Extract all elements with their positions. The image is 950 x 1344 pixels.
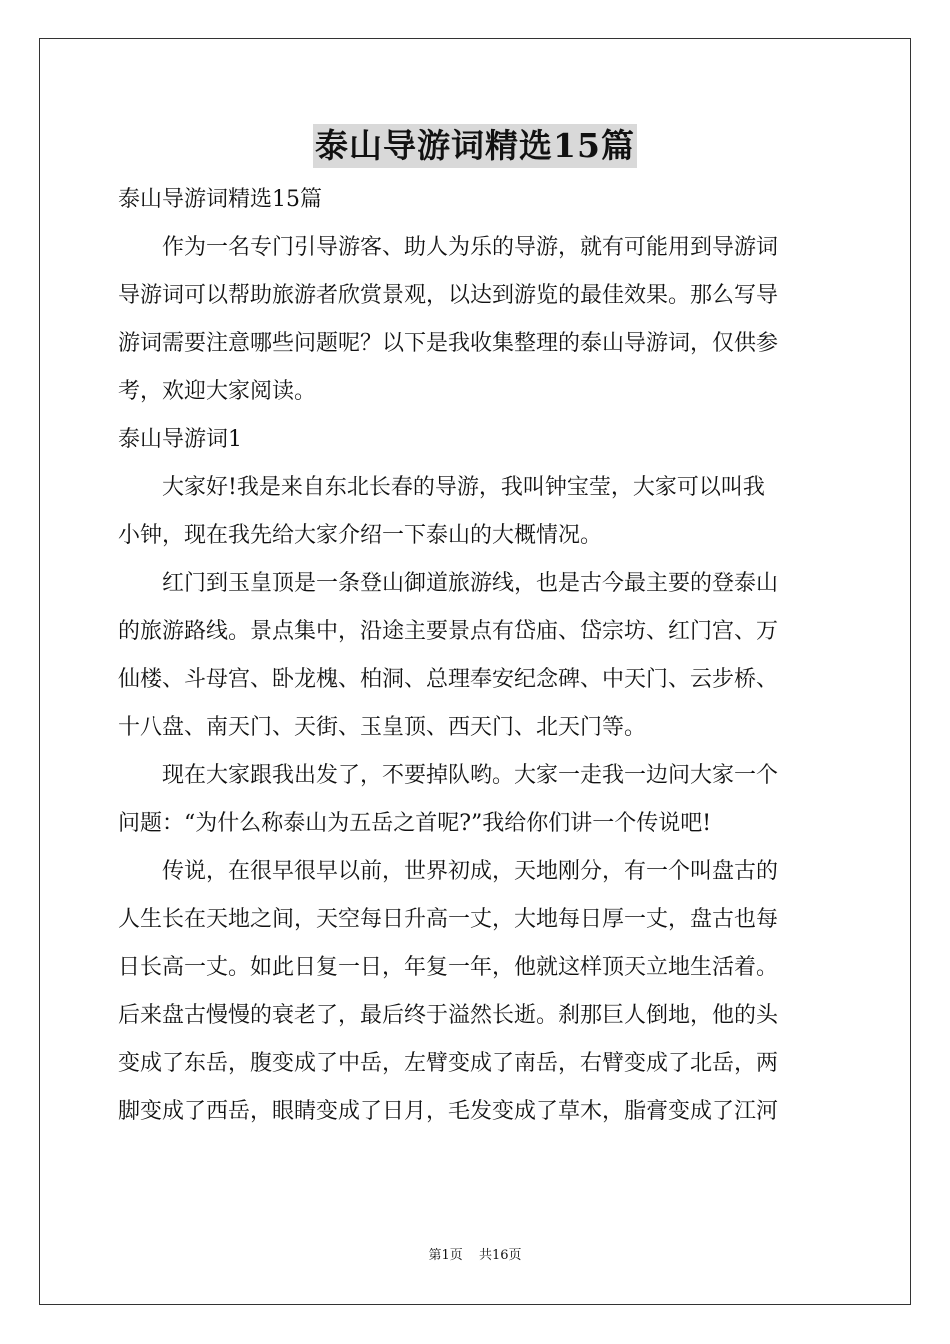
text-line: 日长高一丈。如此日复一日，年复一年，他就这样顶天立地生活着。 xyxy=(118,955,779,980)
paragraph xyxy=(118,752,836,848)
intro-paragraph xyxy=(118,224,836,416)
text-line: 问题：“为什么称泰山为五岳之首呢?”我给你们讲一个传说吧! xyxy=(118,811,712,836)
title-container xyxy=(0,124,950,168)
page-total: 共16页 xyxy=(478,1248,522,1263)
text-line: 游词需要注意哪些问题呢？以下是我收集整理的泰山导游词，仅供参 xyxy=(118,331,779,356)
text-line: 脚变成了西岳，眼睛变成了日月，毛发变成了草木，脂膏变成了江河 xyxy=(118,1099,779,1124)
page-number: 第1页 xyxy=(428,1248,463,1263)
text-line: 考，欢迎大家阅读。 xyxy=(118,379,317,404)
text-line: 导游词可以帮助旅游者欣赏景观，以达到游览的最佳效果。那么写导 xyxy=(118,283,779,308)
subtitle xyxy=(118,176,836,224)
text-line: 泰山导游词1 xyxy=(118,427,242,452)
text-line: 现在大家跟我出发了，不要掉队哟。大家一走我一边问大家一个 xyxy=(118,763,779,788)
paragraph xyxy=(118,560,836,752)
text-line: 泰山导游词精选15篇 xyxy=(118,187,322,212)
text-line: 仙楼、斗母宫、卧龙槐、柏洞、总理奉安纪念碑、中天门、云步桥、 xyxy=(118,667,779,692)
text-line: 小钟，现在我先给大家介绍一下泰山的大概情况。 xyxy=(118,523,603,548)
text-line: 红门到玉皇顶是一条登山御道旅游线，也是古今最主要的登泰山 xyxy=(118,571,779,596)
text-line: 大家好!我是来自东北长春的导游，我叫钟宝莹，大家可以叫我 xyxy=(118,475,765,500)
section-heading xyxy=(118,416,836,464)
text-line: 传说，在很早很早以前，世界初成，天地刚分，有一个叫盘古的 xyxy=(118,859,779,884)
page-footer xyxy=(0,1244,950,1263)
document-body xyxy=(118,176,836,1136)
paragraph xyxy=(118,464,836,560)
text-line: 作为一名专门引导游客、助人为乐的导游，就有可能用到导游词 xyxy=(118,235,779,260)
text-line: 的旅游路线。景点集中，沿途主要景点有岱庙、岱宗坊、红门宫、万 xyxy=(118,619,779,644)
document-title: 泰山导游词精选15篇 xyxy=(313,124,637,168)
text-line: 人生长在天地之间，天空每日升高一丈，大地每日厚一丈，盘古也每 xyxy=(118,907,779,932)
text-line: 后来盘古慢慢的衰老了，最后终于溢然长逝。刹那巨人倒地，他的头 xyxy=(118,1003,779,1028)
text-line: 变成了东岳，腹变成了中岳，左臂变成了南岳，右臂变成了北岳，两 xyxy=(118,1051,779,1076)
text-line: 十八盘、南天门、天街、玉皇顶、西天门、北天门等。 xyxy=(118,715,647,740)
paragraph xyxy=(118,848,836,1136)
